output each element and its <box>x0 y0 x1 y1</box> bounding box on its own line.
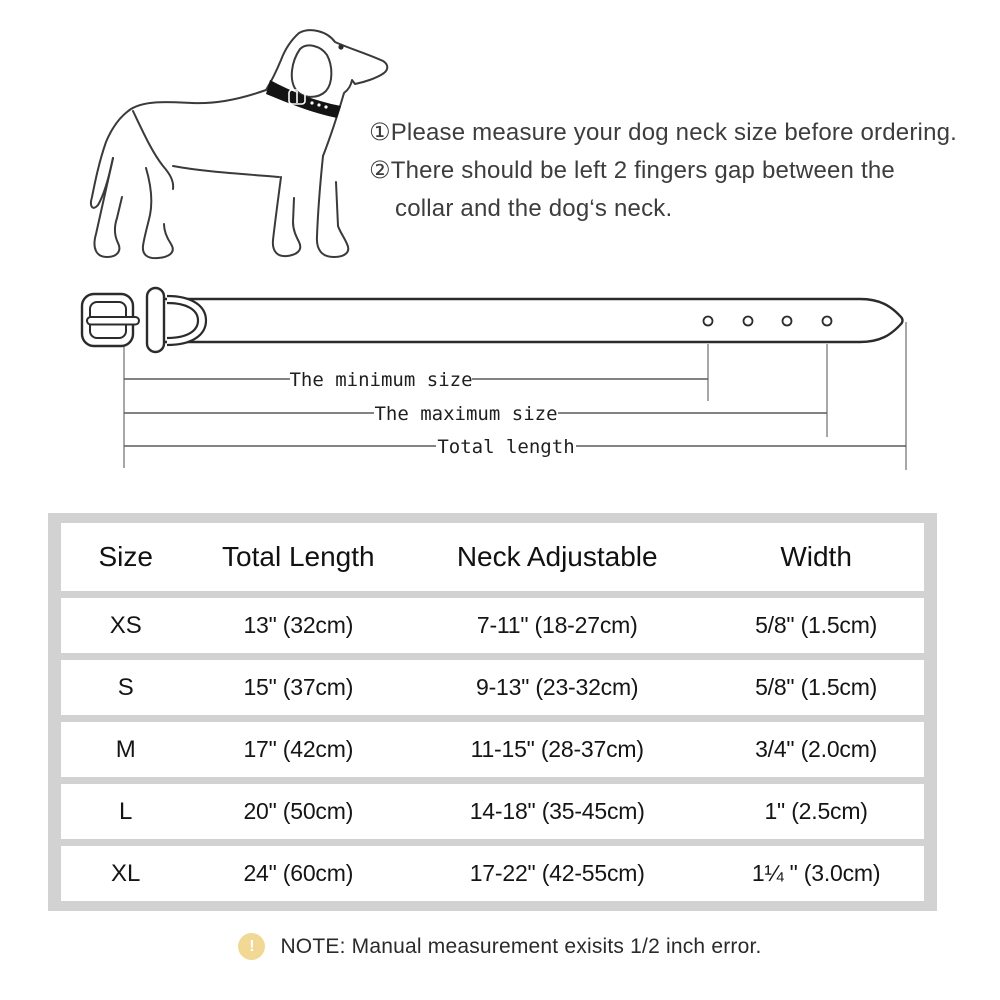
dog-front-inner-leg <box>273 177 300 256</box>
cell-width: 5/8" (1.5cm) <box>755 674 878 700</box>
cell-size: XL <box>111 859 141 887</box>
instruction-line-3: collar and the dog‘s neck. <box>395 195 673 222</box>
buckle-prong <box>87 317 139 325</box>
table-row <box>61 722 924 777</box>
minimum-size-label: The minimum size <box>289 369 473 391</box>
collar-keeper-loop <box>147 288 164 352</box>
cell-neck-adjustable: 11-15" (28-37cm) <box>470 736 644 762</box>
dog-illustration <box>78 22 408 277</box>
exclamation-icon: ! <box>238 933 265 960</box>
table-row <box>61 660 924 715</box>
collar-buckle <box>82 294 139 346</box>
header-total-length: Total Length <box>222 541 375 572</box>
cell-width: 1" (2.5cm) <box>764 798 868 824</box>
collar-measurement-diagram <box>0 270 1000 480</box>
dog-front-outer-leg <box>317 156 348 257</box>
maximum-size-label: The maximum size <box>374 403 558 425</box>
cell-width: 1¼ " (3.0cm) <box>751 860 881 886</box>
header-size: Size <box>98 541 153 572</box>
cell-size: XS <box>109 611 142 639</box>
table-row <box>61 598 924 653</box>
total-length-label: Total length <box>437 436 575 458</box>
dog-eye <box>338 44 343 49</box>
table-row <box>61 784 924 839</box>
cell-size: M <box>115 735 136 763</box>
table-row <box>61 846 924 901</box>
cell-width: 5/8" (1.5cm) <box>755 612 878 638</box>
dog-thigh-line <box>133 111 173 189</box>
measuring-instructions <box>369 114 989 228</box>
cell-neck-adjustable: 14-18" (35-45cm) <box>469 798 645 824</box>
dog-belly-line <box>173 166 279 177</box>
cell-size: S <box>117 673 134 701</box>
header-width: Width <box>780 541 852 572</box>
dog-back-tail-outline <box>91 90 266 208</box>
dog-hind-outer-leg <box>94 158 122 257</box>
size-table-header-row <box>61 523 924 591</box>
cell-total-length: 24" (60cm) <box>243 860 354 886</box>
dog-ear <box>292 45 332 96</box>
dog-hind-inner-leg <box>143 168 173 258</box>
cell-total-length: 17" (42cm) <box>243 736 354 762</box>
cell-size: L <box>119 797 133 825</box>
cell-neck-adjustable: 17-22" (42-55cm) <box>469 860 645 886</box>
cell-total-length: 20" (50cm) <box>243 798 354 824</box>
instruction-line-1: ①Please measure your dog neck size before ordering. <box>369 119 958 146</box>
cell-neck-adjustable: 9-13" (23-32cm) <box>476 674 639 700</box>
cell-total-length: 13" (32cm) <box>243 612 354 638</box>
header-neck-adjustable: Neck Adjustable <box>456 541 658 572</box>
cell-total-length: 15" (37cm) <box>243 674 354 700</box>
measurement-note <box>0 933 1000 960</box>
note-text: NOTE: Manual measurement exisits 1/2 inch error. <box>280 934 762 958</box>
size-table <box>48 513 937 911</box>
instruction-line-2: ②There should be left 2 fingers gap between the <box>369 157 895 184</box>
cell-neck-adjustable: 7-11" (18-27cm) <box>476 612 638 638</box>
cell-width: 3/4" (2.0cm) <box>755 736 878 762</box>
